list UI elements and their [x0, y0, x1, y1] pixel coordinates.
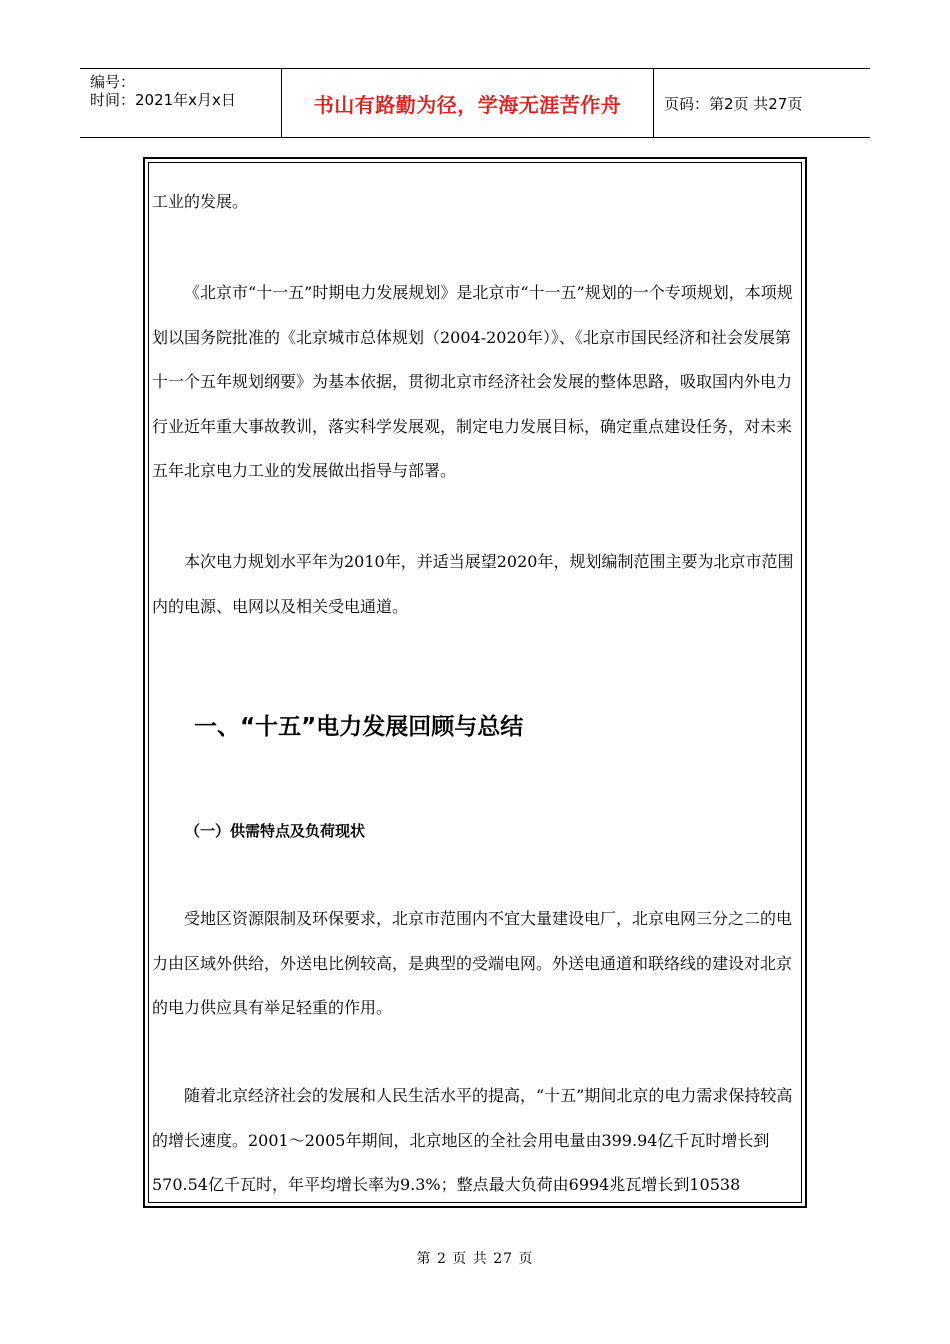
paragraph-demand-growth: 随着北京经济社会的发展和人民生活水平的提高，“十五”期间北京的电力需求保持较高的增长速度。2001～2005年期间，北京地区的全社会用电量由399.94亿千瓦时增长到570.54亿千瓦时，年平均增长率为9.3%；整点最大负荷由6994兆瓦增长到10538 [152, 1086, 793, 1195]
header-page-code: 页码：第2页 共27页 [664, 94, 803, 113]
header-motto: 书山有路勤为径，学海无涯苦作舟 [282, 69, 654, 137]
paragraph-plan-scope: 本次电力规划水平年为2010年，并适当展望2020年，规划编制范围主要为北京市范围内的电源、电网以及相关受电通道。 [152, 552, 794, 616]
document-date: 时间：2021年x月x日 [90, 91, 236, 109]
paragraph-plan-intro: 《北京市“十一五”时期电力发展规划》是北京市“十一五”规划的一个专项规划，本项规划以国务院批准的《北京城市总体规划（2004-2020年）》、《北京市国民经济和社会发展第十一个五年规划纲要》为基本依据，贯彻北京市经济社会发展的整体思路，吸取国内外电力行业近年重大事故教训，落实科学发展观，制定电力发展目标，确定重点建设任务，对未来五年北京电力工业的发展做出指导与部署。 [152, 283, 793, 481]
section-heading-1: 一、“十五”电力发展回顾与总结 [194, 714, 524, 740]
page-header [80, 68, 870, 138]
page-footer: 第 2 页 共 27 页 [416, 1251, 534, 1267]
header-meta [80, 69, 282, 137]
paragraph-supply-characteristics: 受地区资源限制及环保要求，北京市范围内不宜大量建设电厂，北京电网三分之二的电力由区域外供给，外送电比例较高，是典型的受端电网。外送电通道和联络线的建设对北京的电力供应具有举足轻重的作用。 [152, 909, 793, 1018]
paragraph-continuation: 工业的发展。 [152, 192, 249, 211]
subsection-heading-1: （一）供需特点及负荷现状 [185, 822, 366, 840]
document-number-label: 编号： [90, 73, 136, 91]
